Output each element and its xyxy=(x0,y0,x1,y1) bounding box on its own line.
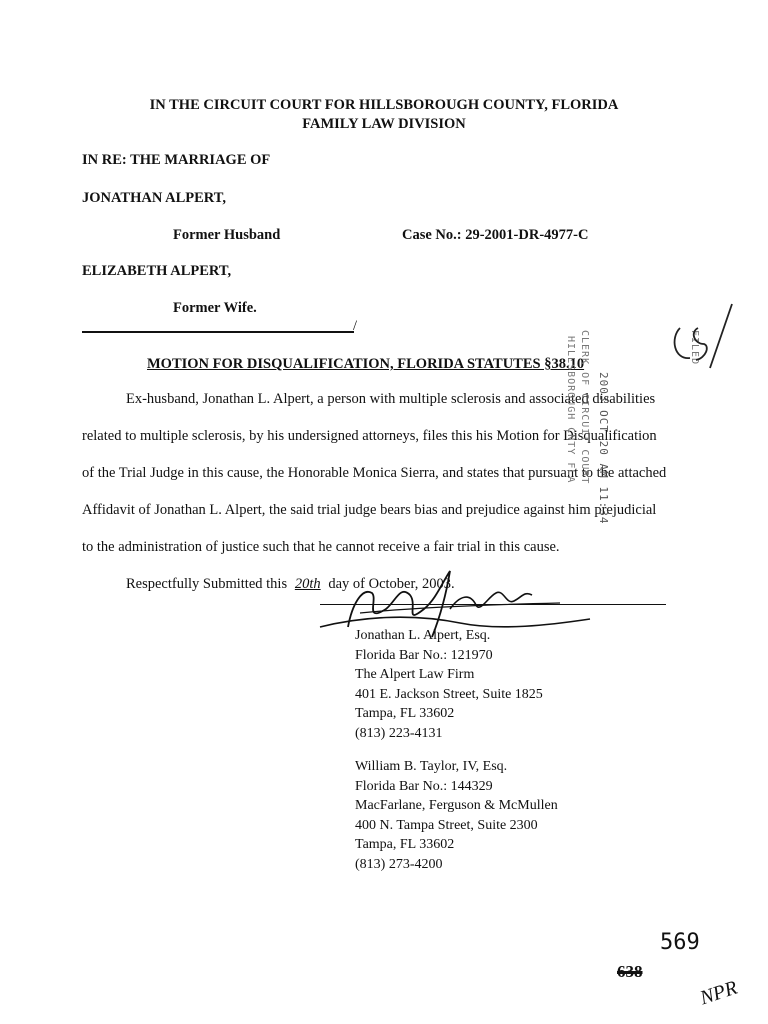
attorney-1-city: Tampa, FL 33602 xyxy=(355,706,455,721)
body-line-5: to the administration of justice such that he cannot receive a fair trial in this cause. xyxy=(82,539,560,555)
filing-stamp-date: 2003 OCT 20 AM 11:34 xyxy=(597,372,610,525)
attorney-2-bar: Florida Bar No.: 144329 xyxy=(355,778,493,794)
attorney-1-street: 401 E. Jackson Street, Suite 1825 xyxy=(355,686,543,702)
court-heading-line1: IN THE CIRCUIT COURT FOR HILLSBOROUGH COUNTY, FLORIDA xyxy=(149,97,619,113)
attorney-2-block xyxy=(355,757,558,874)
handwritten-mark-icon xyxy=(660,298,740,378)
in-re-label: IN RE: THE MARRIAGE OF xyxy=(82,152,271,168)
wife-role: Former Wife. xyxy=(173,300,257,316)
body-line-2: related to multiple sclerosis, by his undersigned attorneys, files this his Motion for Disqualification xyxy=(82,428,657,444)
body-line-3: of the Trial Judge in this cause, the Honorable Monica Sierra, and states that pursuant to the attached xyxy=(82,465,667,481)
body-line-4: Affidavit of Jonathan L. Alpert, the said trial judge bears bias and prejudice against him prejudicial xyxy=(82,502,657,518)
attorney-2-phone: (813) 273-4200 xyxy=(355,856,443,872)
husband-role: Former Husband xyxy=(173,227,281,243)
crossed-page-number: 638 xyxy=(617,962,643,981)
attorney-1-bar: Florida Bar No.: 121970 xyxy=(355,647,493,663)
husband-name: JONATHAN ALPERT, xyxy=(82,190,226,206)
caption-divider-line xyxy=(82,331,354,333)
handwritten-initials: NPR xyxy=(697,976,741,1010)
case-number: Case No.: 29-2001-DR-4977-C xyxy=(402,227,589,243)
filing-stamp-filed: FILED xyxy=(689,330,700,366)
filing-stamp-clerk: CLERK OF CIRCUIT COURT xyxy=(579,330,590,485)
attorney-2-city: Tampa, FL 33602 xyxy=(355,837,455,852)
body-line-1: Ex-husband, Jonathan L. Alpert, a person with multiple sclerosis and associated disabilities xyxy=(126,391,656,407)
filing-stamp-county: HILLSBOROUGH CNTY FLA xyxy=(565,336,576,484)
page-number: 569 xyxy=(660,930,700,955)
caption-divider-slash: / xyxy=(353,318,358,334)
motion-title: MOTION FOR DISQUALIFICATION, FLORIDA STATUTES §38.10 xyxy=(147,356,585,372)
attorney-2-street: 400 N. Tampa Street, Suite 2300 xyxy=(355,817,538,833)
attorney-2-firm: MacFarlane, Ferguson & McMullen xyxy=(355,798,558,813)
submitted-day: 20th xyxy=(294,576,321,592)
submitted-prefix: Respectfully Submitted this xyxy=(126,576,288,592)
submitted-suffix: day of October, 2003. xyxy=(328,576,455,592)
attorney-2-name: William B. Taylor, IV, Esq. xyxy=(355,759,508,774)
court-heading-line2: FAMILY LAW DIVISION xyxy=(302,116,466,132)
attorney-1-name: Jonathan L. Alpert, Esq. xyxy=(355,628,491,643)
attorney-1-phone: (813) 223-4131 xyxy=(355,725,443,741)
attorney-1-firm: The Alpert Law Firm xyxy=(355,667,475,682)
wife-name: ELIZABETH ALPERT, xyxy=(82,263,232,279)
attorney-1-block xyxy=(355,626,543,743)
